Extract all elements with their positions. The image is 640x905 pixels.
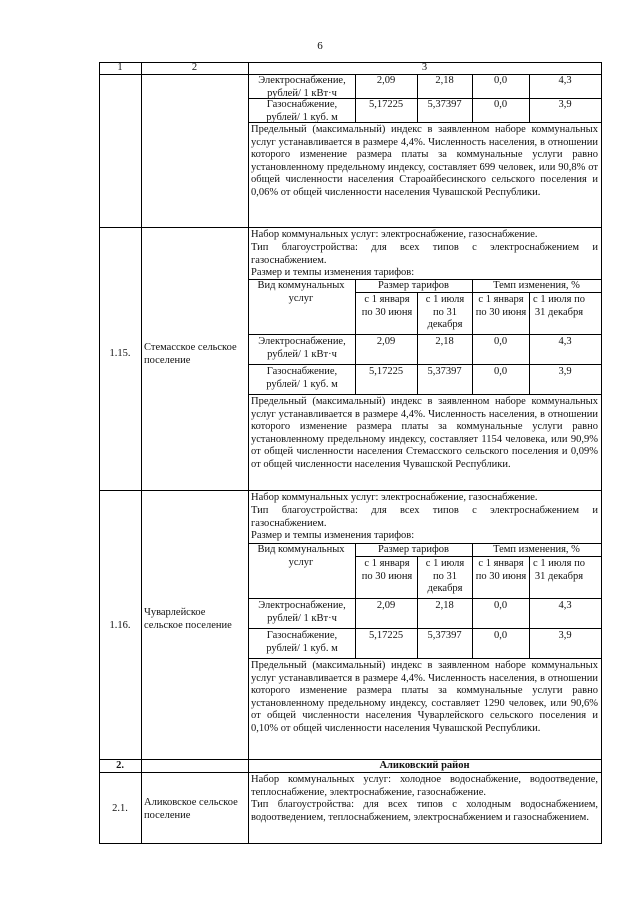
index-paragraph: Предельный (максимальный) индекс в заявленном наборе коммунальных услуг устанавливается в размере 4,4%. Численность населения, в отношении которого изменение размера платы за коммунальные услуги равно установленному предельному индексу, составляет 699 человек, или 90,8% от общей численности населения Староайбесинского сельского поселения и 0,06% от общей численности населения Чувашской Республики.: [251, 124, 598, 198]
tariff-value: 5,17225: [368, 630, 404, 641]
row-number: 1.15.: [109, 348, 131, 359]
col-header-size: Размер тарифов: [378, 544, 449, 555]
col-header-kind: Вид коммунальных услуг: [257, 544, 345, 568]
row-number: 2.1.: [112, 803, 128, 814]
index-paragraph: Предельный (максимальный) индекс в заявленном наборе коммунальных услуг устанавливается в размере 4,4%. Численность населения, в отношении которого изменение размера платы за коммунальные услуги равно установленному предельному индексу, составляет 1290 человек, или 90,6% от общей численности населения Чуварлейского сельского поселения и 0,10% от общей численности населения Чувашской Республики.: [251, 660, 598, 734]
period-header: с 1 июля по 31 декабря: [533, 294, 585, 318]
period-header: с 1 января по 30 июня: [475, 294, 527, 318]
tariff-row-label: Газоснабжение, рублей/ 1 куб. м: [266, 630, 338, 654]
col-header-size: Размер тарифов: [378, 280, 449, 291]
tariff-value: 0,0: [493, 336, 508, 347]
page-number: 6: [317, 40, 323, 52]
period-header: с 1 июля по 31 декабря: [425, 294, 465, 330]
tariff-value: 3,9: [558, 366, 572, 377]
tariff-value: 0,0: [493, 600, 508, 611]
tariff-value: 3,9: [558, 630, 572, 641]
tariff-value: 5,17225: [368, 366, 404, 377]
improvement-type: Тип благоустройства: для всех типов с холодным водоснабжением, водоотведением, теплоснабжением, электроснабжением и газоснабжением.: [251, 799, 598, 823]
tariff-value: 5,37397: [427, 366, 462, 377]
settlement-name: Чуварлейское сельское поселение: [144, 607, 232, 631]
header-col-3: 3: [421, 62, 428, 73]
period-header: с 1 января по 30 июня: [361, 294, 413, 318]
row-number: 1.16.: [109, 620, 131, 631]
period-header: с 1 июля по 31 декабря: [425, 558, 465, 594]
settlement-name: Аликовское сельское поселение: [144, 797, 238, 821]
tariff-value: 5,37397: [427, 630, 462, 641]
tariff-row-label: Газоснабжение, рублей/ 1 куб. м: [266, 366, 338, 390]
header-col-1: 1: [117, 62, 123, 73]
period-header: с 1 января по 30 июня: [475, 558, 527, 582]
tariff-value: 4,3: [558, 336, 572, 347]
services-set: Набор коммунальных услуг: электроснабжение, газоснабжение.: [251, 229, 538, 240]
tariff-row-label: Электроснабжение, рублей/ 1 кВт·ч: [258, 75, 346, 99]
tariff-value: 0,0: [493, 630, 508, 641]
tariff-value: 5,17225: [368, 99, 404, 110]
tariff-sizes-caption: Размер и темпы изменения тарифов:: [251, 530, 415, 541]
services-set: Набор коммунальных услуг: холодное водоснабжение, водоотведение, теплоснабжение, электроснабжение, газоснабжение.: [251, 774, 598, 798]
improvement-type: Тип благоустройства: для всех типов с электроснабжением и газоснабжением.: [251, 242, 598, 266]
tariff-value: 5,37397: [427, 99, 462, 110]
district-number: 2.: [116, 760, 124, 771]
col-header-rate: Темп изменения, %: [493, 280, 580, 291]
services-set: Набор коммунальных услуг: электроснабжение, газоснабжение.: [251, 492, 538, 503]
tariff-value: 2,09: [376, 600, 396, 611]
tariff-value: 2,18: [435, 75, 454, 86]
tariff-value: 0,0: [493, 366, 508, 377]
tariff-row-label: Электроснабжение, рублей/ 1 кВт·ч: [258, 600, 346, 624]
tariff-value: 3,9: [558, 99, 572, 110]
tariff-sizes-caption: Размер и темпы изменения тарифов:: [251, 267, 415, 278]
header-col-2: 2: [191, 62, 198, 73]
tariff-value: 4,3: [558, 600, 572, 611]
tariff-value: 2,18: [435, 336, 454, 347]
district-name: Аликовский район: [379, 760, 470, 771]
tariff-value: 0,0: [493, 99, 508, 110]
tariff-value: 0,0: [493, 75, 508, 86]
index-paragraph: Предельный (максимальный) индекс в заявленном наборе коммунальных услуг устанавливается в размере 4,4%. Численность населения, в отношении которого изменение размера платы за коммунальные услуги равно установленному предельному индексу, составляет 1154 человека, или 90,9% от общей численности населения Стемасского сельского поселения и 0,09% от общей численности населения Чувашской Республики.: [251, 396, 598, 470]
tariff-value: 2,09: [376, 336, 396, 347]
col-header-rate: Темп изменения, %: [493, 544, 580, 555]
improvement-type: Тип благоустройства: для всех типов с электроснабжением и газоснабжением.: [251, 505, 598, 529]
period-header: с 1 января по 30 июня: [361, 558, 413, 582]
tariff-value: 4,3: [558, 75, 572, 86]
tariff-row-label: Газоснабжение, рублей/ 1 куб. м: [266, 99, 338, 123]
tariff-value: 2,09: [376, 75, 396, 86]
tariff-value: 2,18: [435, 600, 454, 611]
tariff-row-label: Электроснабжение, рублей/ 1 кВт·ч: [258, 336, 346, 360]
col-header-kind: Вид коммунальных услуг: [257, 280, 345, 304]
settlement-name: Стемасское сельское поселение: [144, 342, 237, 366]
period-header: с 1 июля по 31 декабря: [533, 558, 585, 582]
